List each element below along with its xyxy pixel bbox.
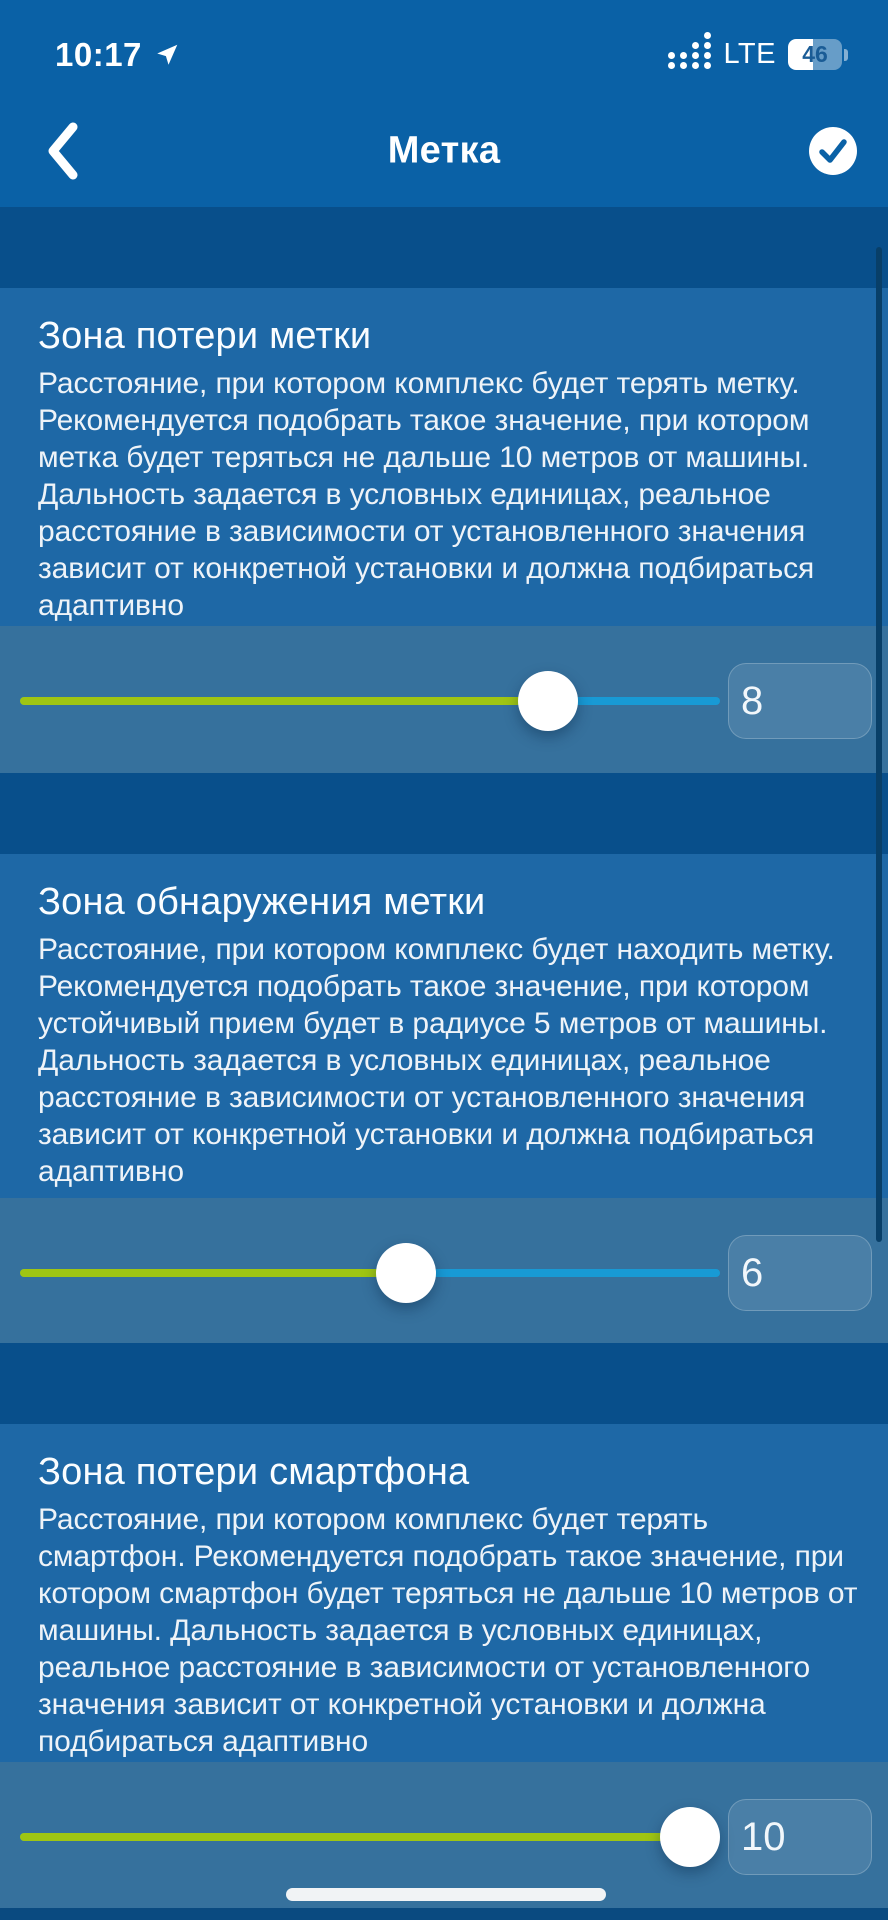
home-indicator[interactable] (286, 1888, 606, 1901)
section-title: Зона потери смартфона (38, 1451, 470, 1493)
slider-thumb[interactable] (660, 1807, 720, 1867)
slider-row-phone-loss (0, 1762, 888, 1908)
value-input[interactable]: 8 (728, 663, 872, 739)
value-input[interactable]: 6 (728, 1235, 872, 1311)
slider-track-fill (20, 1833, 690, 1841)
section-title: Зона потери метки (38, 315, 372, 357)
section-card-tag-detect (0, 854, 888, 1198)
nav-header (0, 95, 888, 207)
section-divider (0, 1343, 888, 1424)
network-type-label: LTE (723, 38, 776, 70)
slider-thumb[interactable] (518, 671, 578, 731)
slider-row-tag-loss (0, 626, 888, 773)
section-description: Расстояние, при котором комплекс будет находить метку. Рекомендуется подобрать такое значение, при котором устойчивый прием будет в радиусе 5 метров от машины. Дальность задается в условных единицах, реальное расстояние в зависимости от установленного значения зависит от конкретной установки и должна подбираться адаптивно (38, 933, 835, 1188)
value-input[interactable]: 10 (728, 1799, 872, 1875)
checkmark-circle-icon (808, 126, 858, 176)
battery-icon (788, 39, 842, 70)
battery-nub (844, 49, 848, 61)
section-card-phone-loss (0, 1424, 888, 1762)
slider-track-fill (20, 697, 548, 705)
bottom-strip (0, 1908, 888, 1920)
status-bar (0, 0, 888, 95)
slider-thumb[interactable] (376, 1243, 436, 1303)
section-title: Зона обнаружения метки (38, 881, 486, 923)
section-card-tag-loss (0, 288, 888, 626)
section-description: Расстояние, при котором комплекс будет терять смартфон. Рекомендуется подобрать такое значение, при котором смартфон будет теряться не дальше 10 метров от машины. Дальность задается в условных единицах, реальное расстояние в зависимости от установленного значения зависит от конкретной установки и должна подбираться адаптивно (38, 1503, 858, 1758)
section-divider (0, 207, 888, 288)
slider-row-tag-detect (0, 1198, 888, 1343)
battery-percent: 46 (802, 41, 828, 67)
confirm-button[interactable] (808, 126, 858, 176)
slider-track-fill (20, 1269, 406, 1277)
section-divider (0, 773, 888, 854)
page-title: Метка (387, 129, 501, 172)
status-time: 10:17 (55, 35, 142, 73)
section-description: Расстояние, при котором комплекс будет терять метку. Рекомендуется подобрать такое значение, при котором метка будет теряться не дальше 10 метров от машины. Дальность задается в условных единицах, реальное расстояние в зависимости от установленного значения зависит от конкретной установки и должна подбираться адаптивно (38, 367, 815, 622)
scrollbar[interactable] (876, 247, 882, 1242)
location-arrow-icon (154, 42, 180, 68)
cellular-signal-icon (668, 41, 711, 69)
